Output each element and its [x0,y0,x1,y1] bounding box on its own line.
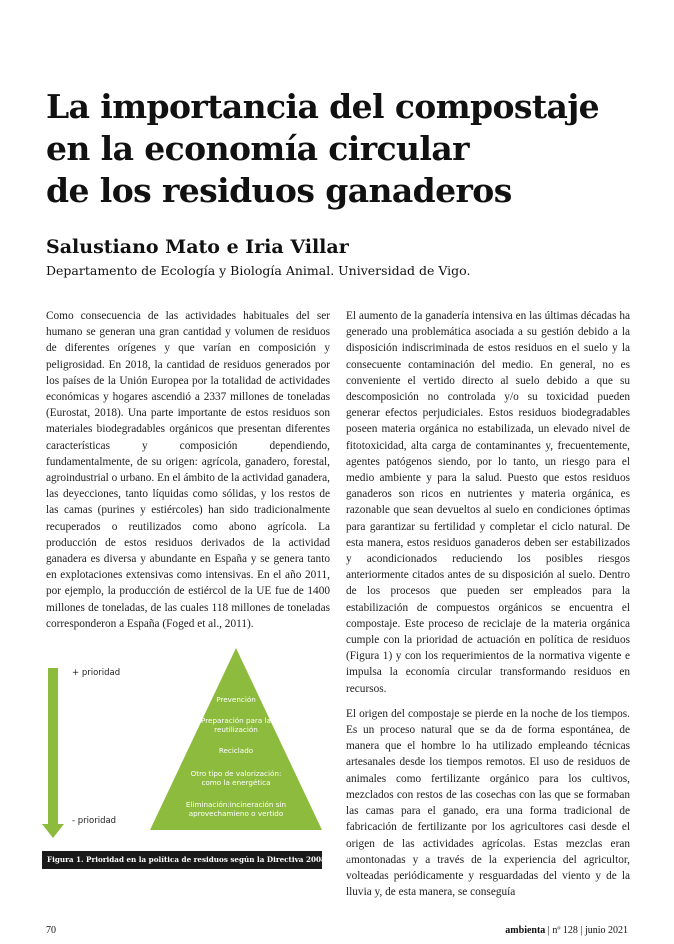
pyramid-level-recycling: Reciclado [218,746,254,755]
priority-high-label: + prioridad [72,668,121,678]
article-title [46,86,646,212]
pyramid-level-reuse: Preparación para la reutilización [201,716,271,734]
paragraph: Como consecuencia de las actividades habituales del ser humano se generan una gran cantidad y volumen de residuos de diferentes orígenes y que varían en composición y peligrosidad. En 2018, la cantidad de residuos generados por los países de la Unión Europea por la totalidad de actividades económicas y hogares ascendió a 2337 millones de toneladas (Eurostat, 2018). Una parte importante de estos residuos son materiales biodegradables orgánicos que presentan diferentes características y composición dependiendo, fundamentalmente, de su origen: agrícola, ganadero, forestal, agroindustrial o urbano. En el ámbito de la actividad ganadera, las deyecciones, tanto líquidas como sólidas, y los restos de las camas (purines y estiércoles) han sido tradicionalmente recuperados o reutilizados como abono agrícola. La producción de estos residuos derivados de la actividad ganadera es diversa y abundante en España y se genera tanto en explotaciones extensivas como intensivas. En el año 2011, por ejemplo, la producción de estiércol de la UE fue de 1400 millones de toneladas, de las cuales 118 millones de toneladas corresponderon a España (Foged et al., 2011). [46,310,330,630]
separator: | [580,925,583,936]
affiliation: Departamento de Ecología y Biología Animal. Universidad de Vigo. [46,263,471,278]
figure-waste-hierarchy [42,648,322,872]
footer-info [505,925,628,936]
priority-arrow-shaft [48,668,58,826]
arrow-down-icon [42,824,64,838]
left-column [46,308,330,632]
magazine-name: ambienta [505,925,546,936]
figure-caption: Figura 1. Prioridad en la política de residuos según la Directiva 2008/98/CE. [42,851,322,869]
right-column [346,308,630,899]
page-number: 70 [46,925,56,936]
authors: Salustiano Mato e Iria Villar [46,236,349,258]
separator: | [547,925,550,936]
pyramid-level-recovery: Otro tipo de valorización: como la energética [190,769,282,787]
pyramid-level-prevention: Prevención [216,695,256,704]
title-line: en la economía circular [46,129,469,168]
priority-low-label: - prioridad [72,816,117,826]
issue-date: junio 2021 [584,925,628,936]
paragraph: El origen del compostaje se pierde en la noche de los tiempos. Es un proceso natural que se da de forma espontánea, de manera que el hombre lo ha utilizado empleando técnicas artesanales desde los tiempos remotos. El uso de residuos de animales como fertilizante orgánico para los cultivos, mezclados con restos de las cosechas con las que se formaban las camas para el ganado, era una forma tradicional de fabricación de fertilizante por los agricultores casi desde el origen de las actividades agrícolas. Estas mezclas eran amontonadas y a través de la experiencia del agricultor, volteadas periódicamente y resguardadas del viento y de la lluvia y, de esta manera, se conseguía [346,707,630,899]
issue-number: nº 128 [552,925,578,936]
paragraph: El aumento de la ganadería intensiva en las últimas décadas ha generado una problemática asociada a su gestión debido a la disposición indiscriminada de estos residuos en el suelo y la consecuente contaminación del medio. En general, no es conveniente el vertido directo al suelo debido a que su descomposición no controlada y/o su toxicidad pueden generar efectos perjudiciales. Estos residuos biodegradables poseen materia orgánica no estabilizada, un elevado nivel de fitotoxicidad, alta carga de contaminantes y, frecuentemente, agentes patógenos siendo, por lo tanto, un riesgo para el medio ambiente y para la salud. Puesto que estos residuos ganaderos son ricos en nutrientes y materia orgánica, es razonable que sean devueltos al suelo en condiciones óptimas para garantizar su fertilidad y completar el ciclo natural. De esta manera, estos residuos ganaderos deben ser estabilizados y acondicionados reduciendo los posibles riesgos anteriormente citados antes de su disposición al suelo. Dentro de los procesos que pueden ser empleados para la estabilización de compuestos orgánicos se encuentra el compostaje. Este proceso de reciclaje de la materia orgánica cumple con la prioridad de actuación en política de residuos (Figura 1) y con los requerimientos de la normativa vigente e impulsa la economía circular transformando residuos en recursos. [346,310,630,695]
title-line: La importancia del compostaje [46,87,600,126]
pyramid-level-disposal: Eliminación:incineración sin aprovechamieno o vertido [185,800,287,818]
title-line: de los residuos ganaderos [46,171,512,210]
